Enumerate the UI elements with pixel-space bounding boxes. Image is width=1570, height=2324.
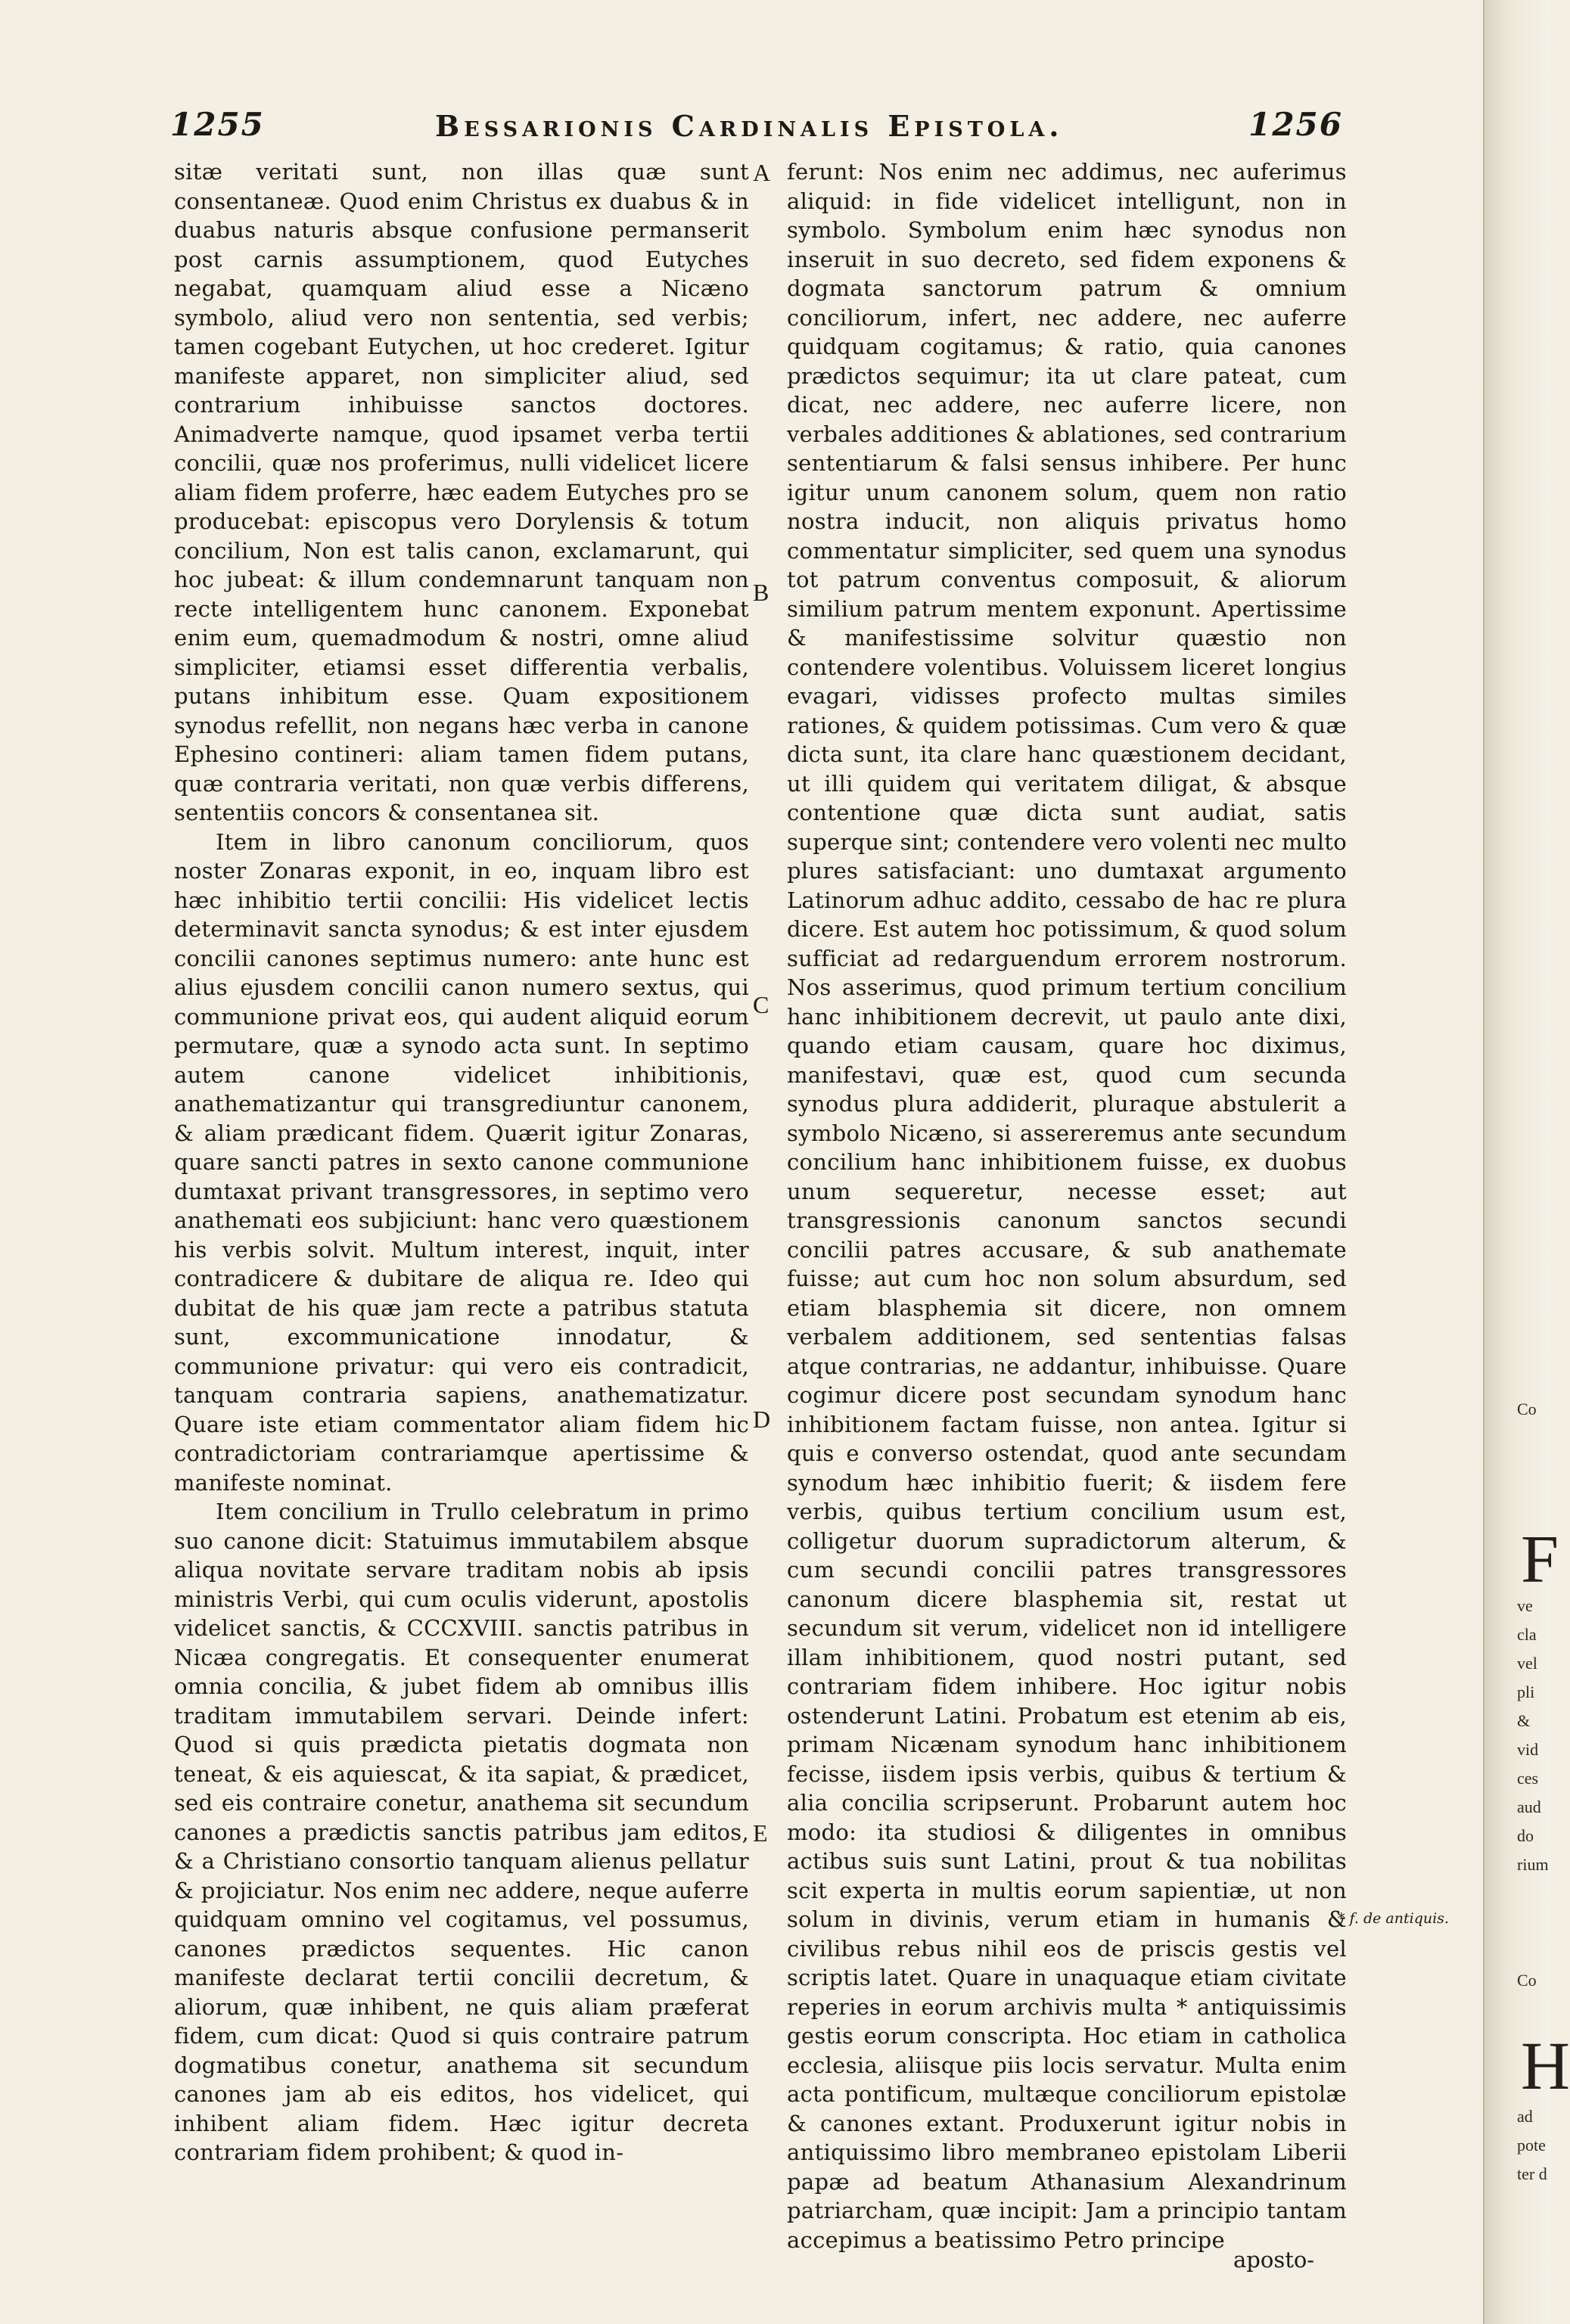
section-marker-c: C: [753, 991, 769, 1018]
paragraph: Item in libro canonum conciliorum, quos noster Zonaras exponit, in eo, inquam libro est hæc inhibitio tertii concilii: His videlicet lectis determinavit sancta synodus; & est inter ejusdem concilii canones septimus numero: ante hunc est alius ejusdem concilii canon numero sextus, qui communione privat eos, qui audent aliquid eorum permutare, quæ a synodo acta sunt. In septimo autem canone videlicet inhibitionis, anathematizantur qui transgrediuntur canonem, & aliam prædicant fidem. Quærit igitur Zonaras, quare sancti patres in sexto canone communione dumtaxat privant transgressores, in septimo vero anathemati eos subjiciunt: hanc vero quæstionem his verbis solvit. Multum interest, inquit, inter contradicere & dubitare de aliqua re. Ideo qui dubitat de his quæ jam recte a patribus statuta sunt, excommunicatione innodatur, & communione privatur: qui vero eis contradicit, tanquam contraria sapiens, anathematizatur. Quare iste etiam commentator aliam fidem hic contradictoriam contrariamque apertissime & manifeste nominat.: [174, 828, 749, 1496]
margin-fragment: ad: [1517, 2107, 1533, 2126]
running-title: Bessarionis Cardinalis Epistola.: [435, 109, 1064, 143]
margin-fragment: do: [1517, 1826, 1534, 1845]
margin-fragment: vel: [1517, 1654, 1537, 1673]
adjacent-page-initial: F: [1521, 1522, 1559, 1597]
section-marker-a: A: [753, 159, 771, 186]
margin-fragment: ces: [1517, 1769, 1539, 1788]
paragraph: ferunt: Nos enim nec addimus, nec auferimus aliquid: in fide videlicet intelligunt, non in symbolo. Symbolum enim hæc synodus non inseruit in suo decreto, sed fidem exponens & dogmata sanctorum patrum & omnium conciliorum, infert, nec addere, nec auferre quidquam cogitamus; & ratio, quia canones prædictos sequimur; ita ut clare pateat, cum dicat, nec addere, nec auferre licere, non verbales additiones & ablationes, sed contrarium sententiarum & falsi sensus inhibere. Per hunc igitur unum canonem solum, quem non ratio nostra inducit, non aliquis privatus homo commentatur simpliciter, sed quem una synodus tot patrum conventus composuit, & aliorum similium patrum mentem exponunt. Apertissime & manifestissime solvitur quæstio non contendere volentibus. Voluissem liceret longius evagari, vidisses profecto multas similes rationes, & quidem potissimas. Cum vero & quæ dicta sunt, ita clare hanc quæstionem decidant, ut illi quidem qui veritatem diligat, & absque contentione quæ dicta sunt audiat, satis superque sint; contendere vero volenti nec multo plures satisfaciant: uno dumtaxat argumento Latinorum adhuc addito, cessabo de hac re plura dicere. Est autem hoc potissimum, & quod solum sufficiat ad redarguendum errorem nostrorum. Nos asserimus, quod primum tertium concilium hanc inhibitionem decrevit, ut paulo ante dixi, quando etiam causam, quare hoc diximus, manifestavi, quæ est, quod cum secunda synodus plura addiderit, pluraque abstulerit a symbolo Nicæno, si assereremus ante secundum concilium hanc inhibitionem fuisse, ex duobus unum sequeretur, necesse esset; aut transgressionis canonum sanctos secundi concilii patres accusare, & sub anathemate fuisse; aut cum hoc non solum absurdum, sed etiam blasphemia sit dicere, non omnem verbalem additionem, sed sententias falsas atque contrarias, ne addantur, inhibuisse. Quare cogimur dicere post secundam synodum hanc inhibitionem factam fuisse, non antea. Igitur si quis e converso ostendat, quod ante secundam synodum hæc inhibitio fuerit; & iisdem fere verbis, quibus tertium concilium usum est, colligetur duorum supradictorum alterum, & cum secundi concilii patres transgressores canonum dicere blasphemia sit, restat ut secundum sit verum, videlicet non id intelligere illam inhibitionem, quod nostri putant, sed contrariam fidem inhibere. Hoc igitur nobis ostenderunt Latini. Probatum est etenim ab eis, primam Nicænam synodum hanc inhibitionem fecisse, iisdem ipsis verbis, quibus & tertium & alia concilia scripserunt. Probarunt autem hoc modo: ita studiosi & diligentes in omnibus actibus suis sunt Latini, prout & tua nobilitas scit experta in multis eorum sapientiæ, ut non solum in divinis, verum etiam in humanis & civilibus rebus nihil eos de priscis gestis vel scriptis latet. Quare in unaquaque etiam civitate reperies in eorum archivis multa * antiquissimis gestis eorum conscripta. Hoc etiam in catholica ecclesia, aliisque piis locis servatur. Multa enim acta pontificum, multæque conciliorum epistolæ & canones extant. Produxerunt igitur nobis in antiquissimo libro membraneo epistolam Liberii papæ ad beatum Athanasium Alexandrinum patriarcham, quæ incipit: Jam a principio tantam accepimus a beatissimo Petro principe: [787, 159, 1347, 2253]
left-text-column: [174, 157, 749, 2167]
margin-fragment: ve: [1517, 1596, 1533, 1615]
page-number-left: 1255: [170, 106, 265, 143]
margin-fragment: pli: [1517, 1682, 1535, 1701]
right-text-column: [787, 157, 1347, 2254]
margin-fragment: cla: [1517, 1625, 1537, 1644]
page-number-right: 1256: [1248, 106, 1343, 143]
margin-fragment: Co: [1517, 1400, 1537, 1418]
margin-fragment: vid: [1517, 1740, 1539, 1759]
margin-fragment: rium: [1517, 1855, 1549, 1874]
catchword: aposto-: [1233, 2247, 1315, 2273]
adjacent-page-initial: H: [1521, 2029, 1570, 2104]
margin-fragment: aud: [1517, 1797, 1541, 1816]
margin-fragment: &: [1517, 1711, 1531, 1730]
page-header: [170, 106, 1343, 159]
side-note: * f. de antiquis.: [1338, 1910, 1449, 1927]
section-marker-b: B: [753, 579, 769, 606]
paragraph: Item concilium in Trullo celebratum in primo suo canone dicit: Statuimus immutabilem absque aliqua novitate servare traditam nobis ab ipsis ministris Verbi, qui cum oculis viderunt, apostolis videlicet sanctis, & CCCXVIII. sanctis patribus in Nicæa congregatis. Et consequenter enumerat omnia concilia, & jubet fidem ab omnibus illis traditam immutabilem servari. Deinde infert: Quod si quis prædicta pietatis dogmata non teneat, & eis aquiescat, & ita sapiat, & prædicet, sed eis contraire conetur, anathema sit secundum canones a prædictis sanctis patribus jam editos, & a Christiano consortio tanquam alienus pellatur & projiciatur. Nos enim nec addere, neque auferre quidquam omnino vel cogitamus, vel possumus, canones prædictos sequentes. Hic canon manifeste declarat tertii concilii decretum, & aliorum, quæ inhibent, ne quis aliam præferat fidem, cum dicat: Quod si quis contraire patrum dogmatibus conetur, anathema sit secundum canones jam ab eis editos, hos videlicet, qui inhibent aliam fidem. Hæc igitur decreta contrariam fidem prohibent; & quod in-: [174, 1499, 749, 2165]
section-marker-e: E: [753, 1819, 768, 1847]
margin-fragment: pote: [1517, 2136, 1546, 2155]
section-marker-d: D: [753, 1406, 771, 1433]
margin-fragment: Co: [1517, 1971, 1537, 1990]
margin-fragment: ter d: [1517, 2164, 1547, 2183]
paragraph: sitæ veritati sunt, non illas quæ sunt consentaneæ. Quod enim Christus ex duabus & in duabus naturis absque confusione permanserit post carnis assumptionem, quod Eutyches negabat, quamquam aliud esse a Nicæno symbolo, aliud vero non sententia, sed verbis; tamen cogebant Eutychen, ut hoc crederet. Igitur manifeste apparet, non simpliciter aliud, sed contrarium inhibuisse sanctos doctores. Animadverte namque, quod ipsamet verba tertii concilii, quæ nos proferimus, nulli videlicet licere aliam fidem proferre, hæc eadem Eutyches pro se producebat: episcopus vero Dorylensis & totum concilium, Non est talis canon, exclamarunt, qui hoc jubeat: & illum condemnarunt tanquam non recte intelligentem hunc canonem. Exponebat enim eum, quemadmodum & nostri, omne aliud simpliciter, etiamsi esset differentia verbalis, putans inhibitum esse. Quam expositionem synodus refellit, non negans hæc verba in canone Ephesino contineri: aliam tamen fidem putans, quæ contraria veritati, non quæ verbis differens, sententiis concors & consentanea sit.: [174, 159, 749, 825]
